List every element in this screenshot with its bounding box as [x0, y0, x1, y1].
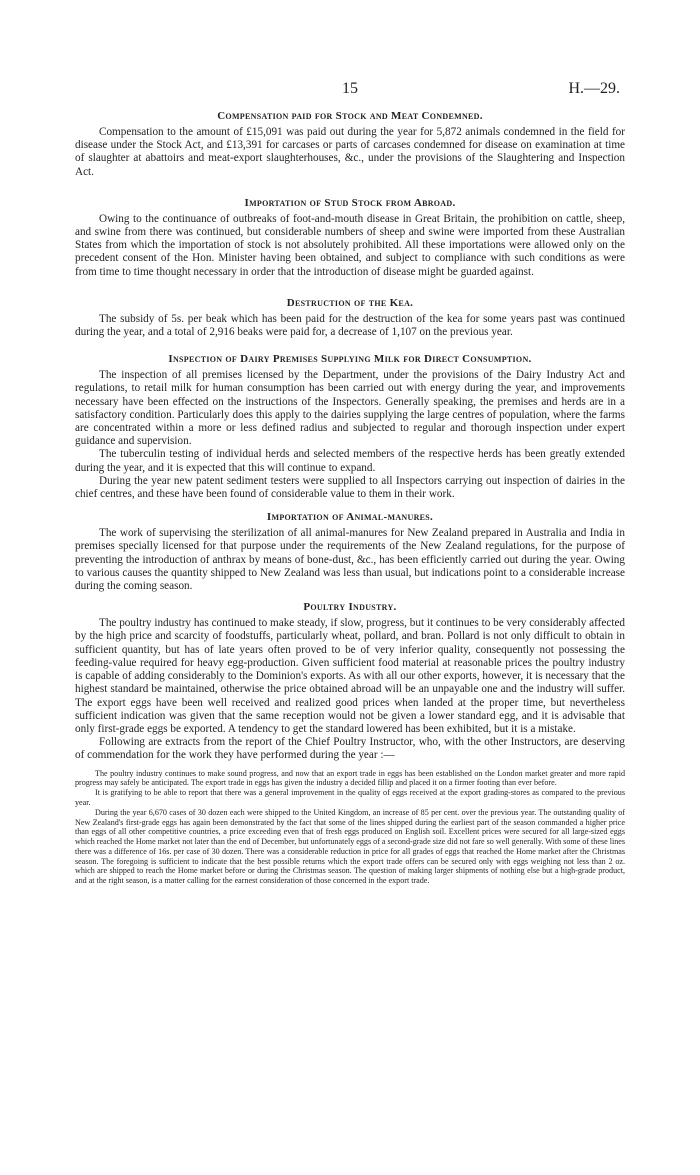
- paragraph: During the year new patent sediment testers were supplied to all Inspectors carrying out inspection of dairies in the chief centres, and these have been found of considerable value to them in their work.: [75, 474, 625, 501]
- paragraph: Following are extracts from the report of the Chief Poultry Instructor, who, with the other Instructors, are deserving of commendation for the work they have performed during the year :—: [75, 736, 625, 762]
- section-stud-stock: [75, 197, 625, 279]
- section-dairy-premises: [75, 353, 625, 501]
- extract-paragraph: During the year 6,670 cases of 30 dozen each were shipped to the United Kingdom, an increase of 85 per cent. over the previous year. The outstanding quality of New Zealand's first-grade eggs has again been demonstrated by the fact that some of the lines shipped during the earliest part of the season commanded a higher price than eggs of all other competitive countries, a price exceeding even that of fresh eggs produced on English soil. Excellent prices were secured for all large-sized eggs which reached the Home market not later than the end of December, but unfortunately eggs of a second-grade size did not fare so well generally. With some of these lines there was a difference of 16s. per case of 30 dozen. There was a considerable reduction in price for all grades of eggs that reached the Home market after the Christmas season. The foregoing is sufficient to indicate that the best possible returns which the export trade offers can be secured only with eggs weighing not less than 2 oz. which are shipped to reach the Home market before or during the Christmas season. The question of making larger shipments of nothing else but a high-grade product, and at the right season, is a matter calling for the earnest consideration of those concerned in the export trade.: [75, 807, 625, 886]
- paragraph: The inspection of all premises licensed by the Department, under the provisions of the Dairy Industry Act and regulations, to retail milk for human consumption has been carried out with energy during the year, and improvements necessary have been effected on the instructions of the Inspectors. Generally speaking, the premises and herds are in a satisfactory condition. Particularly does this apply to the dairies supplying the large centres of population, where the farms are concentrated within a more or less defined radius and subjected to regular and thorough inspection under expert guidance and supervision.: [75, 369, 625, 448]
- section-title: Poultry Industry.: [303, 601, 397, 614]
- section-title: Destruction of the Kea.: [286, 296, 414, 309]
- document-reference: H.—29.: [568, 80, 620, 97]
- section-kea: [75, 297, 625, 339]
- page-body: [75, 110, 625, 886]
- paragraph: The subsidy of 5s. per beak which has been paid for the destruction of the kea for some years past was continued during the year, and a total of 2,916 beaks were paid for, a decrease of 1,107 on the previous year.: [75, 312, 625, 339]
- section-title: Inspection of Dairy Premises Supplying Milk for Direct Consumption.: [168, 353, 532, 366]
- section-animal-manures: [75, 511, 625, 593]
- section-title: Importation of Stud Stock from Abroad.: [244, 196, 456, 209]
- section-title: Compensation paid for Stock and Meat Condemned.: [217, 110, 483, 122]
- paragraph: The tuberculin testing of individual herds and selected members of the respective herds has been greatly extended during the year, and it is expected that this will continue to expand.: [75, 448, 625, 474]
- extract-paragraph: It is gratifying to be able to report that there was a general improvement in the quality of eggs received at the export grading-stores as compared to the previous year.: [75, 788, 625, 807]
- page-number: 15: [342, 80, 358, 97]
- paragraph: Compensation to the amount of £15,091 was paid out during the year for 5,872 animals condemned in the field for disease under the Stock Act, and £13,391 for carcases or parts of carcases condemned for disease on examination at time of slaughter at abattoirs and meat-export slaughterhouses, &c., under the provisions of the Slaughtering and Inspection Act.: [75, 126, 625, 178]
- section-title: Importation of Animal-manures.: [266, 511, 434, 524]
- extract-paragraph: The poultry industry continues to make sound progress, and now that an export trade in eggs has been established on the London market greater and more rapid progress may safely be anticipated. The export trade in eggs has given the industry a decided fillip and placed it on a firmer footing than ever before.: [75, 768, 625, 788]
- paragraph: Owing to the continuance of outbreaks of foot-and-mouth disease in Great Britain, the prohibition on cattle, sheep, and swine from there was continued, but considerable numbers of sheep and swine were imported from these Australian States from which the importation of stock is not absolutely prohibited. All these importations were allowed only on the precedent consent of the Hon. Minister having been obtained, and subject to compliance with such conditions as were from time to time thought necessary in order that the introduction of disease might be guarded against.: [75, 212, 625, 278]
- paragraph: The poultry industry has continued to make steady, if slow, progress, but it continues to be very considerably affected by the high price and scarcity of foodstuffs, particularly wheat, pollard, and bran. Pollard is not only difficult to obtain in sufficient quantity, but has of late years often proved to be of very inferior quality, consequently not possessing the feeding-value required for heavy egg-production. Given sufficient food material at reasonable prices the poultry industry is capable of adding considerably to the Dominion's exports. As with all our other exports, however, it is necessary that the highest standard be maintained, otherwise the price obtained abroad will be an unpayable one and the industry will suffer. The export eggs have been well received and realized good prices when landed at the proper time, but nevertheless sufficient indication was given that the same reception would not be given a lower standard egg, and it is advisable that only first-grade eggs be exported. A tendency to get the standard lowered has been exhibited, but it is a mistake.: [75, 617, 625, 735]
- extracts-block: [75, 769, 625, 887]
- paragraph: The work of supervising the sterilization of all animal-manures for New Zealand prepared in Australia and India in premises specially licensed for that purpose under the requirements of the New Zealand regulations, for the purpose of preventing the introduction of anthrax by means of bone-dust, &c., has been efficiently carried out during the year. Owing to various causes the quantity shipped to New Zealand was less than usual, but indications point to a considerable increase during the coming season.: [75, 527, 625, 593]
- section-poultry: [75, 601, 625, 762]
- section-compensation: [75, 110, 625, 179]
